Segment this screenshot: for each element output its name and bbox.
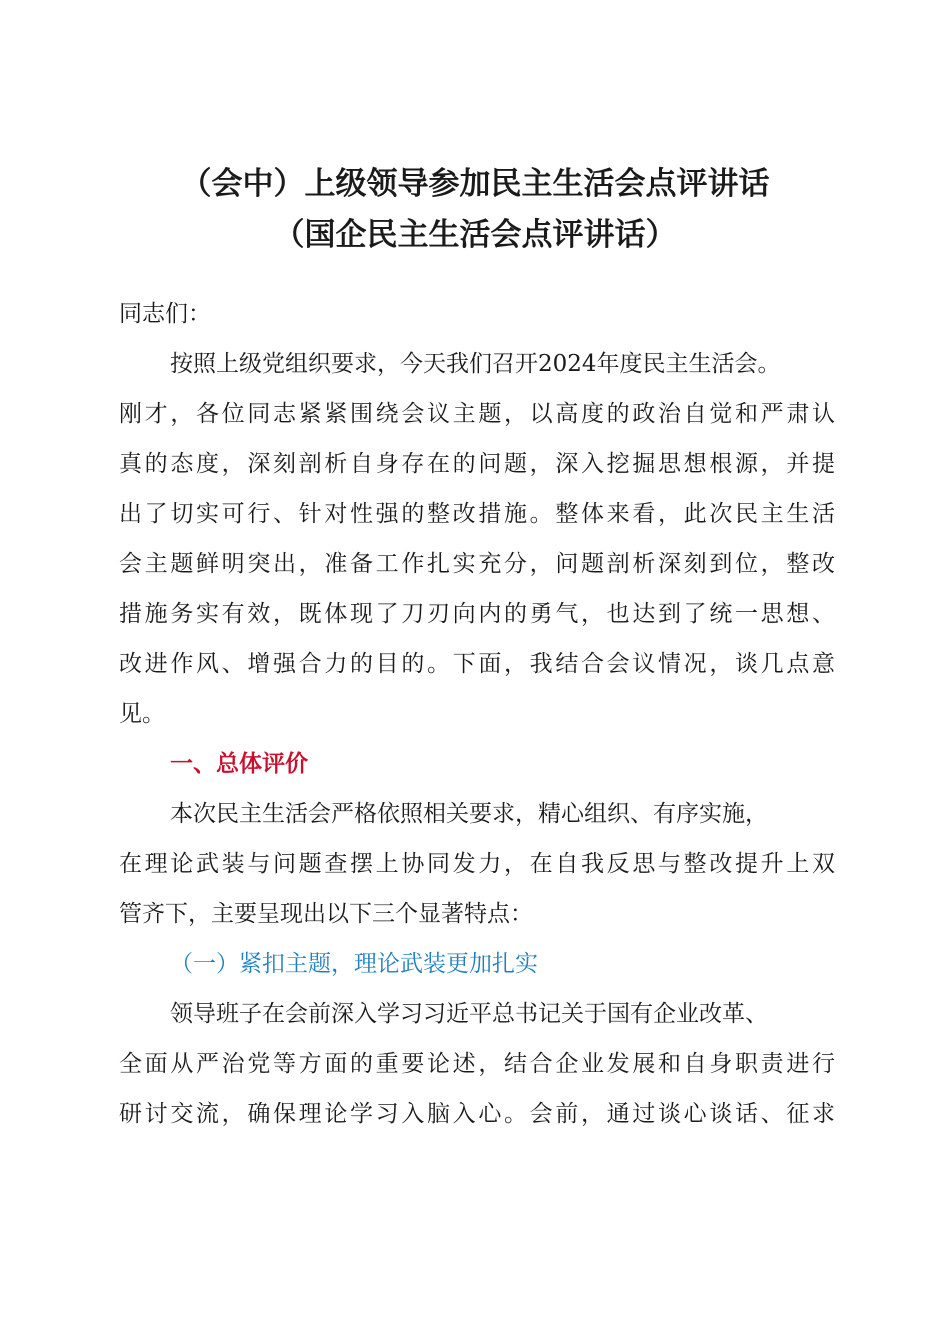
subsection-heading: （一）紧扣主题，理论武装更加扎实	[170, 951, 538, 977]
paragraph-line: 措施务实有效，既体现了刀刃向内的勇气，也达到了统一思想、	[119, 601, 835, 627]
paragraph-line: 见。	[119, 701, 165, 727]
paragraph-line: 研讨交流，确保理论学习入脑入心。会前，通过谈心谈话、征求	[119, 1101, 835, 1127]
paragraph-line: 领导班子在会前深入学习习近平总书记关于国有企业改革、	[170, 1001, 768, 1027]
document-title-line-2: （国企民主生活会点评讲话）	[273, 217, 677, 253]
document-body	[119, 289, 835, 1139]
paragraph-line: 在理论武装与问题查摆上协同发力，在自我反思与整改提升上双	[119, 851, 835, 877]
section-heading: 一、总体评价	[170, 751, 308, 777]
paragraph-line: 按照上级党组织要求，今天我们召开2024年度民主生活会。	[170, 351, 781, 377]
paragraph-line: 管齐下，主要呈现出以下三个显著特点：	[119, 901, 533, 927]
paragraph-line: 出了切实可行、针对性强的整改措施。整体来看，此次民主生活	[119, 501, 835, 527]
paragraph-line: 真的态度，深刻剖析自身存在的问题，深入挖掘思想根源，并提	[119, 451, 835, 477]
paragraph-line: 改进作风、增强合力的目的。下面，我结合会议情况，谈几点意	[119, 651, 835, 677]
paragraph-line: 本次民主生活会严格依照相关要求，精心组织、有序实施，	[170, 801, 768, 827]
paragraph-line: 全面从严治党等方面的重要论述，结合企业发展和自身职责进行	[119, 1051, 835, 1077]
document-title-line-1: （会中）上级领导参加民主生活会点评讲话	[180, 166, 770, 202]
paragraph-line: 会主题鲜明突出，准备工作扎实充分，问题剖析深刻到位，整改	[119, 551, 835, 577]
salutation: 同志们：	[119, 301, 211, 327]
paragraph-line: 刚才，各位同志紧紧围绕会议主题，以高度的政治自觉和严肃认	[119, 401, 835, 427]
